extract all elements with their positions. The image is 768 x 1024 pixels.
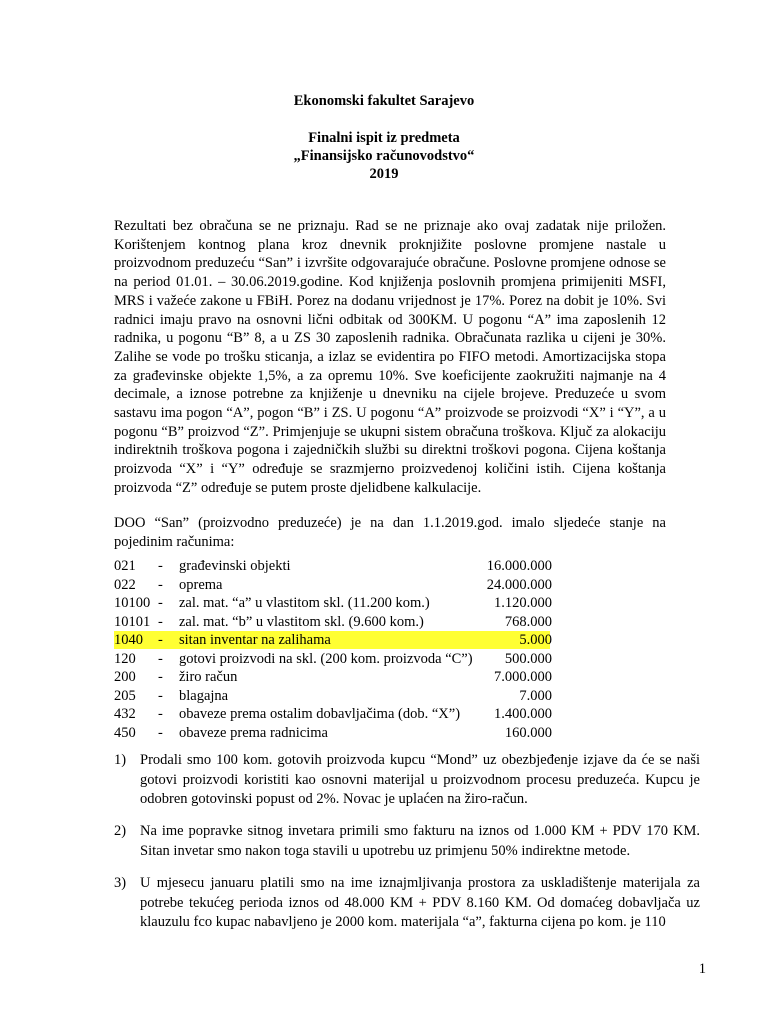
account-label: gotovi proizvodi na skl. (200 kom. proizvoda “C”)	[179, 650, 473, 667]
account-label: zal. mat. “b” u vlastitom skl. (9.600 kom.)	[179, 613, 424, 630]
account-amount: 24.000.000	[486, 576, 552, 593]
account-amount: 7.000	[519, 687, 552, 704]
account-dash: -	[158, 595, 163, 611]
account-label: zal. mat. “a” u vlastitom skl. (11.200 kom.)	[179, 595, 430, 611]
account-amount: 160.000	[504, 724, 552, 741]
exam-year: 2019	[369, 166, 399, 182]
account-label: obaveze prema radnicima	[179, 724, 328, 741]
account-code: 021	[114, 558, 136, 574]
account-label: žiro račun	[179, 669, 238, 685]
institution-title: Ekonomski fakultet Sarajevo	[293, 93, 475, 109]
account-label: građevinski objekti	[179, 558, 291, 574]
account-label: oprema	[179, 576, 223, 593]
account-label: blagajna	[179, 687, 229, 704]
account-amount: 7.000.000	[494, 669, 552, 685]
account-dash: -	[158, 687, 163, 704]
account-amount: 500.000	[504, 650, 552, 667]
account-amount: 768.000	[504, 613, 552, 630]
account-dash: -	[158, 706, 163, 722]
account-code: 120	[114, 650, 136, 667]
account-dash: -	[158, 632, 163, 648]
account-code: 022	[114, 576, 136, 593]
account-dash: -	[158, 558, 163, 574]
account-code: 10101	[114, 613, 151, 630]
transaction-item	[114, 751, 700, 810]
account-code: 1040	[114, 632, 143, 648]
account-dash: -	[158, 613, 163, 630]
account-code: 10100	[114, 595, 151, 611]
account-label: sitan inventar na zalihama	[179, 632, 331, 648]
account-code: 450	[114, 724, 136, 741]
transaction-item	[114, 874, 700, 933]
exam-line: Finalni ispit iz predmeta	[308, 130, 460, 146]
account-dash: -	[158, 724, 163, 741]
transaction-item	[114, 822, 700, 861]
page-number: 1	[698, 961, 706, 977]
item-text: U mjesecu januaru platili smo na ime iznajmljivanja prostora za uskladištenje materijala za potrebe tekućeg perioda iznos od 48.000 KM + PDV 8.160 KM. Od domaćeg dobavljača uz klauzulu fco kupac nabavljeno je 2000 kom. materijala “a”, fakturna cijena po kom. je 110	[140, 875, 700, 930]
intro-paragraph: Rezultati bez obračuna se ne priznaju. Rad se ne priznaje ako ovaj zadatak nije priložen. Korištenjem kontnog plana kroz dnevnik proknjižite poslovne promjene nastale u proizvodnom preduzeću “San” i izvršite odgovarajuće obračune. Poslovne promjene odnose se na period 01.01. – 30.06.2019.godine. Kod knjiženja poslovnih promjena primijeniti MSFI, MRS i važeće zakone u FBiH. Porez na dodanu vrijednost je 17%. Porez na dobit je 10%. Svi radnici imaju pravo na osnovni lični odbitak od 300KM. U pogonu “A” ima zaposlenih 12 radnika, u pogonu “B” 8, a u ZS 30 zaposlenih radnika. Obračunata razlika u cijeni je 30%. Zalihe se vode po trošku sticanja, a izlaz se evidentira po FIFO metodi. Amortizacijska stopa za građevinske objekte 1,5%, a za opremu 10%. Sve koeficijente zaokružiti najmanje na 4 decimale, a iznose potrebne za knjiženje u dnevniku na cijele brojeve. Preduzeće u svom sastavu ima pogon “A”, pogon “B” i ZS. U pogonu “A” proizvode se proizvodi “X” i “Y”, a u pogonu “B” proizvod “Z”. Primjenjuje se ukupni sistem obračuna troškova. Ključ za alokaciju indirektnih troškova pogona i zajedničkih službi su direktni troškovi pogona. Cijena koštanja proizvoda “X” i “Y” određuje se srazmjerno proizvedenoj količini istih. Cijena koštanja proizvoda “Z” određuje se putem proste djelidbene kalkulacije.	[114, 218, 666, 496]
item-number: 1)	[114, 752, 127, 768]
account-dash: -	[158, 576, 163, 593]
account-label: obaveze prema ostalim dobavljačima (dob. “X”)	[179, 706, 461, 722]
item-number: 2)	[114, 823, 127, 839]
account-amount: 16.000.000	[486, 558, 552, 574]
account-amount: 1.400.000	[494, 706, 552, 722]
account-code: 205	[114, 687, 136, 704]
account-code: 432	[114, 706, 136, 722]
item-text: Prodali smo 100 kom. gotovih proizvoda kupcu “Mond” uz obezbjeđenje izjave da će se naši gotovi proizvodi koristiti kao osnovni materijal u proizvodnom procesu preduzeća. Kupcu je odobren gotovinski popust od 2%. Novac je uplaćen na žiro-račun.	[140, 752, 700, 807]
account-amount: 5.000	[519, 632, 552, 648]
item-number: 3)	[114, 875, 127, 891]
item-text: Na ime popravke sitnog invetara primili smo fakturu na iznos od 1.000 KM + PDV 170 KM. Sitan invetar smo nakon toga stavili u upotrebu uz primjenu 50% indirektne metode.	[140, 823, 700, 859]
account-dash: -	[158, 650, 163, 667]
balance-intro: DOO “San” (proizvodno preduzeće) je na dan 1.1.2019.god. imalo sljedeće stanje na pojedinim računima:	[114, 515, 666, 550]
course-title: „Finansijsko računovodstvo“	[293, 148, 475, 164]
account-code: 200	[114, 669, 136, 685]
account-dash: -	[158, 669, 163, 685]
account-amount: 1.120.000	[494, 595, 552, 611]
